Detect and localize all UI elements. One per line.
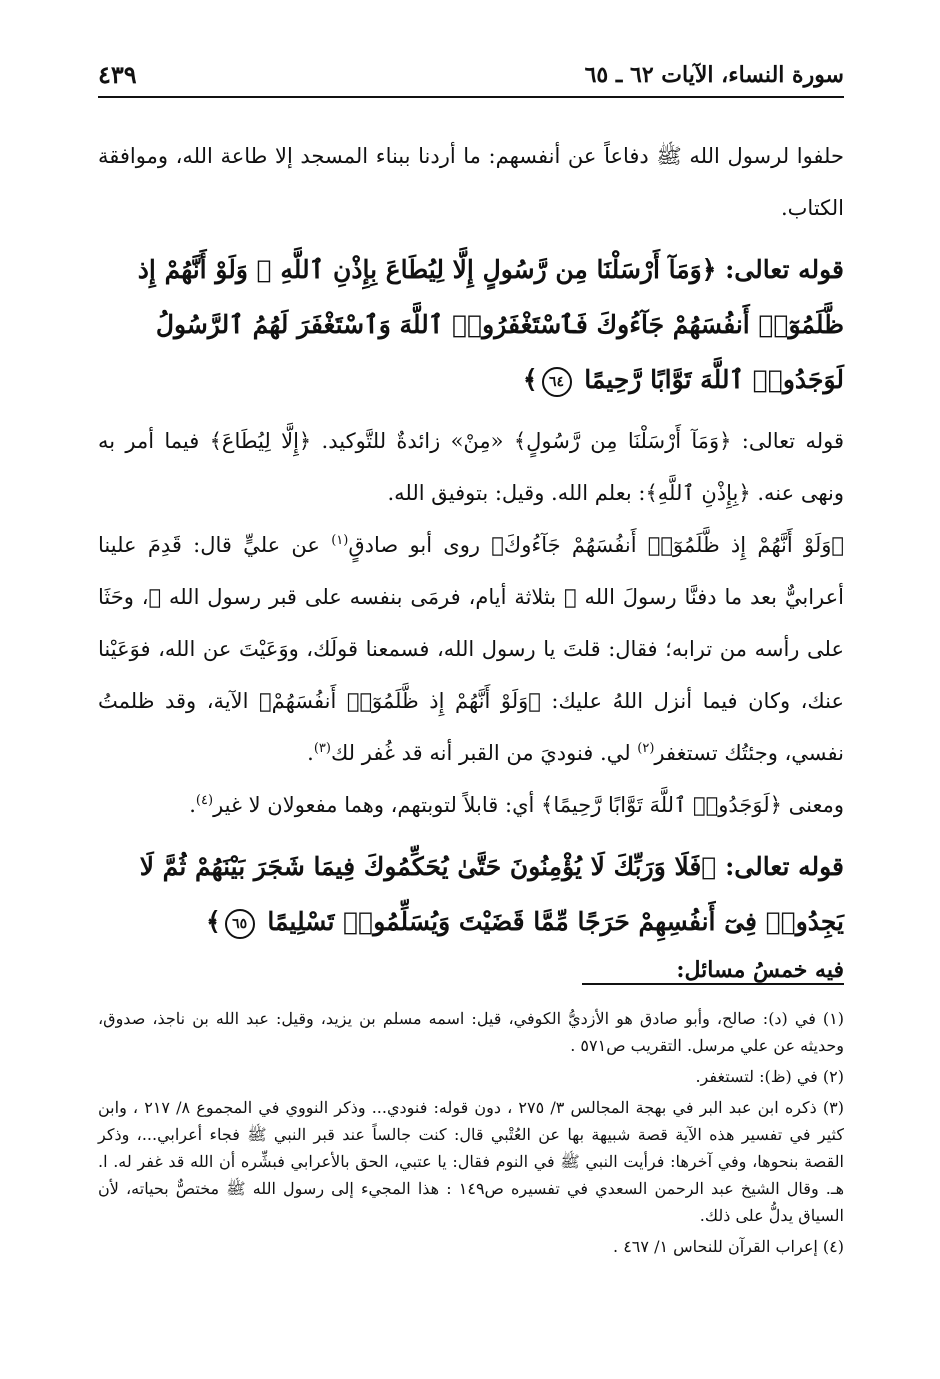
- footnote-separator: [582, 983, 844, 985]
- verse-close-bracket: ﴾: [205, 907, 221, 936]
- narration-part-2: عن عليٍّ قال: قَدِمَ علينا أعرابيٌّ بعد ما دفنَّا رسولَ الله ﷺ بثلاثة أيام، فرمَى بنفسه على قبر رسول الله ﷺ، وحَثَا على رأسه من ترابه؛ فقال: قلتَ يا رسول الله، فسمعنا قولَك، ووَعَيْتَ عن الله، فوَعَيْنا عنك، وكان فيما أنزل اللهُ عليك: ﴿وَلَوْ أَنَّهُمْ إِذ ظَّلَمُوٓا۟ أَنفُسَهُمْ﴾ الآية، وقد ظلمتُ نفسي، وجئتُك تستغفر: [98, 533, 844, 765]
- narration-part-4: .: [307, 741, 314, 765]
- verse-65: [98, 839, 844, 949]
- verse-close-bracket: ﴾: [522, 365, 538, 394]
- narration-part-3: لي. فنوديَ من القبر أنه قد غُفر لك: [330, 741, 638, 765]
- running-title: سورة النساء، الآيات ٦٢ ـ ٦٥: [584, 62, 844, 88]
- footnote-3: (٣) ذكره ابن عبد البر في بهجة المجالس ٣/ ٢٧٥ ، دون قوله: فنودي... وذكر النووي في المجموع ٨/ ٢١٧ ، وابن كثير في تفسير هذه الآية قصة شبيهة بها عن العُتْبي قال: كنت جالساً عند قبر النبي ﷺ فجاء أعرابي...، وذكر القصة بنحوها، وفي آخرها: فرأيت النبي ﷺ في النوم فقال: يا عتبي، الحق بالأعرابي فبشِّره أن الله قد غفر له. ا. هـ. وقال الشيخ عبد الرحمن السعدي في تفسيره ص١٤٩ : هذا المجيء إلى رسول الله ﷺ مختصٌّ بحياته، لأن السياق يدلُّ على ذلك.: [98, 1098, 845, 1225]
- footnote-ref-3: (٣): [313, 741, 331, 756]
- paragraph-narration: [98, 519, 844, 779]
- page-header: [98, 56, 844, 98]
- meaning-part-2: .: [189, 793, 196, 817]
- footnote-1: (١) في (د): صالح، وأبو صادق هو الأزديُّ الكوفي، قيل: اسمه مسلم بن يزيد، وقيل: عبد الله بن ناجذ، صدوق، وحديثه عن علي مرسل. التقريب ص٥٧١ .: [98, 1009, 845, 1055]
- verse-text: ﴿وَمَآ أَرْسَلْنَا مِن رَّسُولٍ إِلَّا لِيُطَاعَ بِإِذْنِ ٱللَّهِ ۚ وَلَوْ أَنَّهُمْ إِذ ظَّلَمُوٓا۟ أَنفُسَهُمْ جَآءُوكَ فَٱسْتَغْفَرُوا۟ ٱللَّهَ وَٱسْتَغْفَرَ لَهُمُ ٱلرَّسُولُ لَوَجَدُوا۟ ٱللَّهَ تَوَّابًا رَّحِيمًا: [137, 255, 844, 394]
- meaning-part-1: ومعنى ﴿لَوَجَدُوا۟ ٱللَّهَ تَوَّابًا رَّحِيمًا﴾ أي: قابلاً لتوبتهم، وهما مفعولان لا غير: [213, 793, 844, 817]
- verse-lead: قوله تعالى:: [725, 852, 844, 881]
- footnote-ref-4: (٤): [195, 793, 214, 808]
- main-text: [98, 130, 844, 1005]
- paragraph-meaning: [98, 779, 844, 831]
- ayah-number-marker: ٦٥: [225, 909, 255, 939]
- page-number: ٤٣٩: [98, 60, 137, 89]
- verse-64: [98, 242, 844, 407]
- footnote-2: (٢) في (ظ): لتستغفر.: [695, 1067, 844, 1086]
- paragraph-commentary-1: قوله تعالى: ﴿وَمَآ أَرْسَلْنَا مِن رَّسُولٍ﴾ «مِنْ» زائدةٌ للتَّوكيد. ﴿إِلَّا لِيُطَاعَ﴾ فيما أمر به ونهى عنه. ﴿بِإِذْنِ ٱللَّهِ﴾: بعلم الله. وقيل: بتوفيق الله.: [98, 429, 844, 505]
- verse-text: ﴿فَلَا وَرَبِّكَ لَا يُؤْمِنُونَ حَتَّىٰ يُحَكِّمُوكَ فِيمَا شَجَرَ بَيْنَهُمْ ثُمَّ لَا يَجِدُوا۟ فِىٓ أَنفُسِهِمْ حَرَجًا مِّمَّا قَضَيْتَ وَيُسَلِّمُوا۟ تَسْلِيمًا: [139, 852, 844, 936]
- section-heading: فيه خمسُ مسائل:: [676, 957, 844, 983]
- paragraph-intro: حلفوا لرسول الله ﷺ دفاعاً عن أنفسهم: ما أردنا ببناء المسجد إلا طاعة الله، وموافقة الكتاب.: [98, 144, 844, 220]
- footnote-4: (٤) إعراب القرآن للنحاس ١/ ٤٦٧ .: [613, 1237, 844, 1256]
- verse-lead: قوله تعالى:: [725, 255, 844, 284]
- narration-part-1: ﴿وَلَوْ أَنَّهُمْ إِذ ظَّلَمُوٓا۟ أَنفُسَهُمْ جَآءُوكَ﴾ روى أبو صادقٍ: [348, 533, 844, 557]
- footnote-ref-2: (٢): [637, 741, 655, 756]
- ayah-number-marker: ٦٤: [542, 367, 572, 397]
- footnotes: [98, 1005, 844, 1264]
- footnote-ref-1: (١): [331, 533, 349, 548]
